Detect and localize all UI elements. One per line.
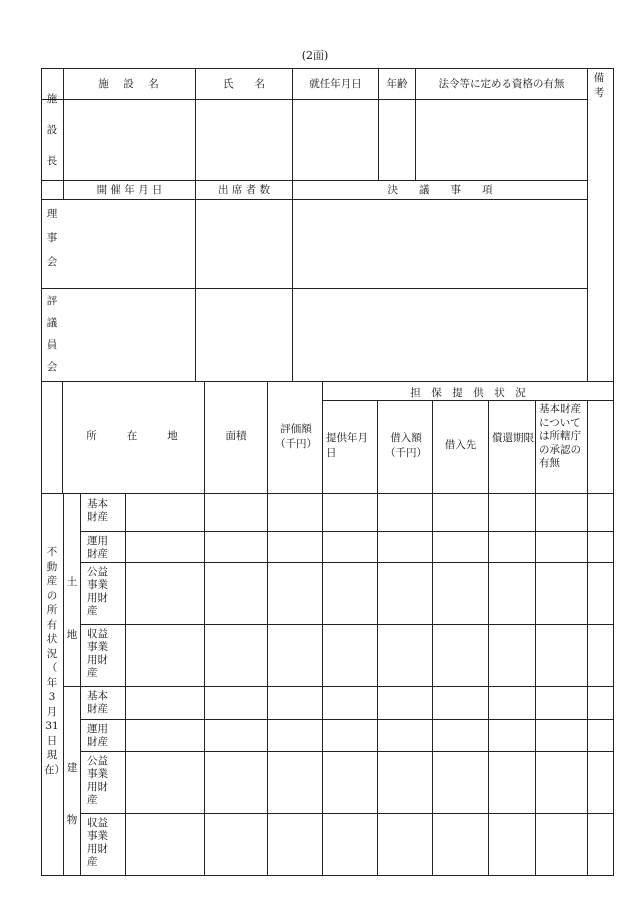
header-name: 氏 名 bbox=[223, 78, 265, 90]
councilors-label: 評議員会 bbox=[46, 295, 58, 373]
building-profit-business-assets: 収益事業用財産 bbox=[87, 817, 108, 868]
director-label: 施設長 bbox=[46, 93, 58, 167]
header-attendees: 出 席 者 数 bbox=[217, 184, 270, 196]
land-public-benefit-assets: 公益事業用財産 bbox=[87, 566, 108, 617]
remarks-header: 備考 bbox=[593, 72, 605, 99]
header-resolutions: 決 議 事 項 bbox=[387, 184, 493, 196]
land-label: 土地 bbox=[66, 576, 78, 641]
building-operating-assets: 運用財産 bbox=[87, 723, 108, 748]
land-profit-business-assets: 収益事業用財産 bbox=[87, 628, 108, 679]
header-location: 所 在 地 bbox=[86, 430, 181, 442]
header-area: 面積 bbox=[225, 430, 247, 442]
header-appointed-date: 就任年月日 bbox=[309, 78, 362, 90]
building-public-benefit-assets: 公益事業用財産 bbox=[87, 755, 108, 806]
header-lender: 借入先 bbox=[444, 439, 477, 451]
header-valuation: 評価額（千円） bbox=[275, 423, 317, 450]
header-borrowed-amount: 借入額（千円） bbox=[385, 432, 427, 459]
property-section-label: 不動産の所有状況（ 年3月31日現在） bbox=[44, 546, 68, 776]
building-basic-assets: 基本財産 bbox=[87, 690, 108, 715]
board-label: 理事会 bbox=[46, 208, 58, 268]
header-meeting-date: 開 催 年 月 日 bbox=[96, 184, 163, 196]
header-repayment-term: 償還期限 bbox=[492, 432, 534, 444]
land-operating-assets: 運用財産 bbox=[87, 535, 108, 560]
header-age: 年齢 bbox=[386, 78, 408, 90]
header-approval: 基本財産については所轄庁の承認の有無 bbox=[539, 403, 581, 469]
page-number: (2面) bbox=[301, 49, 329, 62]
header-facility-name: 施 設 名 bbox=[98, 78, 161, 90]
header-provided-date: 提供年月日 bbox=[326, 432, 368, 459]
building-label: 建物 bbox=[66, 762, 78, 826]
header-qualification: 法令等に定める資格の有無 bbox=[438, 78, 565, 90]
header-collateral: 担 保 提 供 状 況 bbox=[410, 387, 526, 399]
land-basic-assets: 基本財産 bbox=[87, 498, 108, 523]
